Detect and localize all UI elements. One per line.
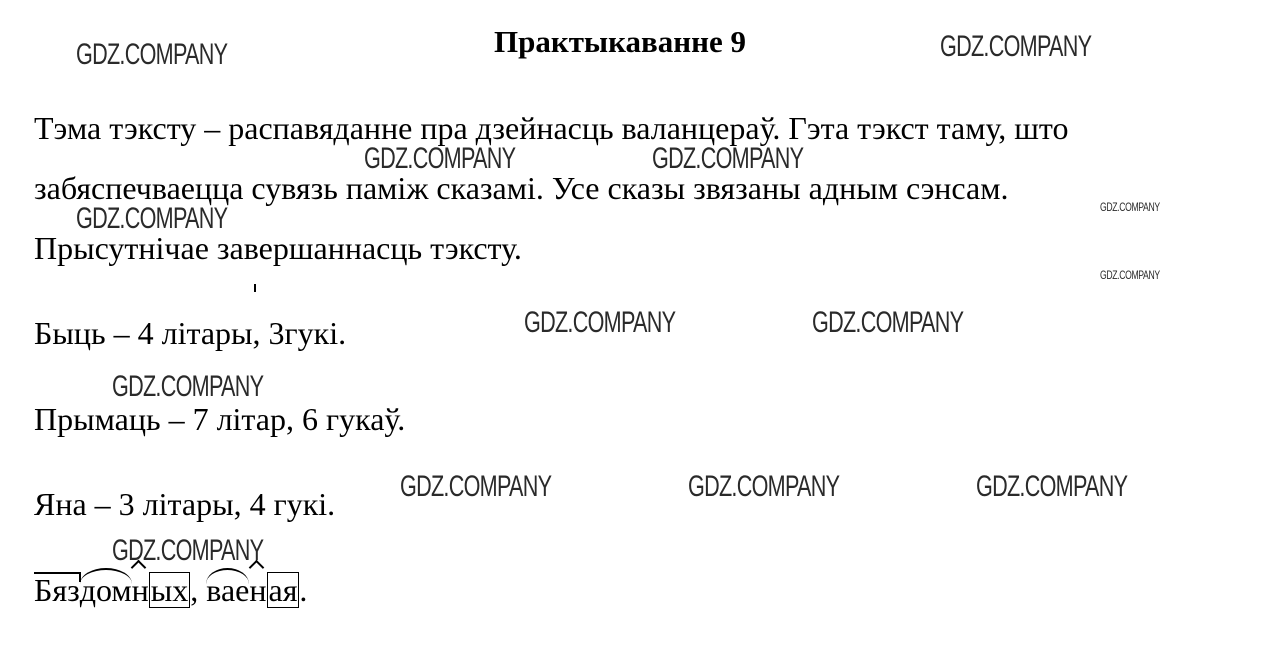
analysis-line-3: Яна – 3 літары, 4 гукі. bbox=[34, 486, 336, 522]
word2-suffix: н bbox=[249, 572, 267, 608]
watermark-text: GDZ.COMPANY bbox=[688, 470, 840, 503]
watermark-text: GDZ.COMPANY bbox=[976, 470, 1128, 503]
text-line-3: Прысутнічае завершаннасць тэксту. bbox=[34, 230, 522, 266]
stray-mark bbox=[254, 284, 256, 292]
watermark-text: GDZ.COMPANY bbox=[1100, 200, 1160, 214]
text-line-1: Тэма тэксту – распавяданне пра дзейнасць валанцераў. Гэта тэкст таму, што bbox=[34, 110, 1069, 146]
watermark-text: GDZ.COMPANY bbox=[1100, 268, 1160, 282]
page-title: Практыкаванне 9 bbox=[493, 24, 746, 59]
watermark-text: GDZ.COMPANY bbox=[812, 306, 964, 339]
word1-suffix: н bbox=[131, 572, 149, 608]
watermark-text: GDZ.COMPANY bbox=[76, 202, 228, 235]
word1-ending: ых bbox=[150, 572, 189, 608]
watermark-text: GDZ.COMPANY bbox=[652, 142, 804, 175]
watermark-text: GDZ.COMPANY bbox=[940, 30, 1092, 63]
analysis-line-2: Прымаць – 7 літар, 6 гукаў. bbox=[34, 401, 406, 437]
word2-ending: ая bbox=[268, 572, 298, 608]
morphemic-analysis bbox=[34, 570, 307, 610]
end-period: . bbox=[299, 572, 308, 608]
watermark-text: GDZ.COMPANY bbox=[76, 38, 228, 71]
word1-root: дом bbox=[79, 572, 132, 608]
watermark-text: GDZ.COMPANY bbox=[112, 370, 264, 403]
text-line-2: забяспечваецца сувязь паміж сказамі. Усе сказы звязаны адным сэнсам. bbox=[34, 170, 1009, 206]
watermark-text: GDZ.COMPANY bbox=[364, 142, 516, 175]
word1-prefix: Бяз bbox=[34, 572, 80, 608]
word2-root: вае bbox=[206, 572, 250, 608]
watermark-text: GDZ.COMPANY bbox=[112, 534, 264, 567]
separator: , bbox=[190, 572, 207, 608]
analysis-line-1: Быць – 4 літары, 3гукі. bbox=[34, 315, 347, 351]
watermark-text: GDZ.COMPANY bbox=[400, 470, 552, 503]
watermark-text: GDZ.COMPANY bbox=[524, 306, 676, 339]
